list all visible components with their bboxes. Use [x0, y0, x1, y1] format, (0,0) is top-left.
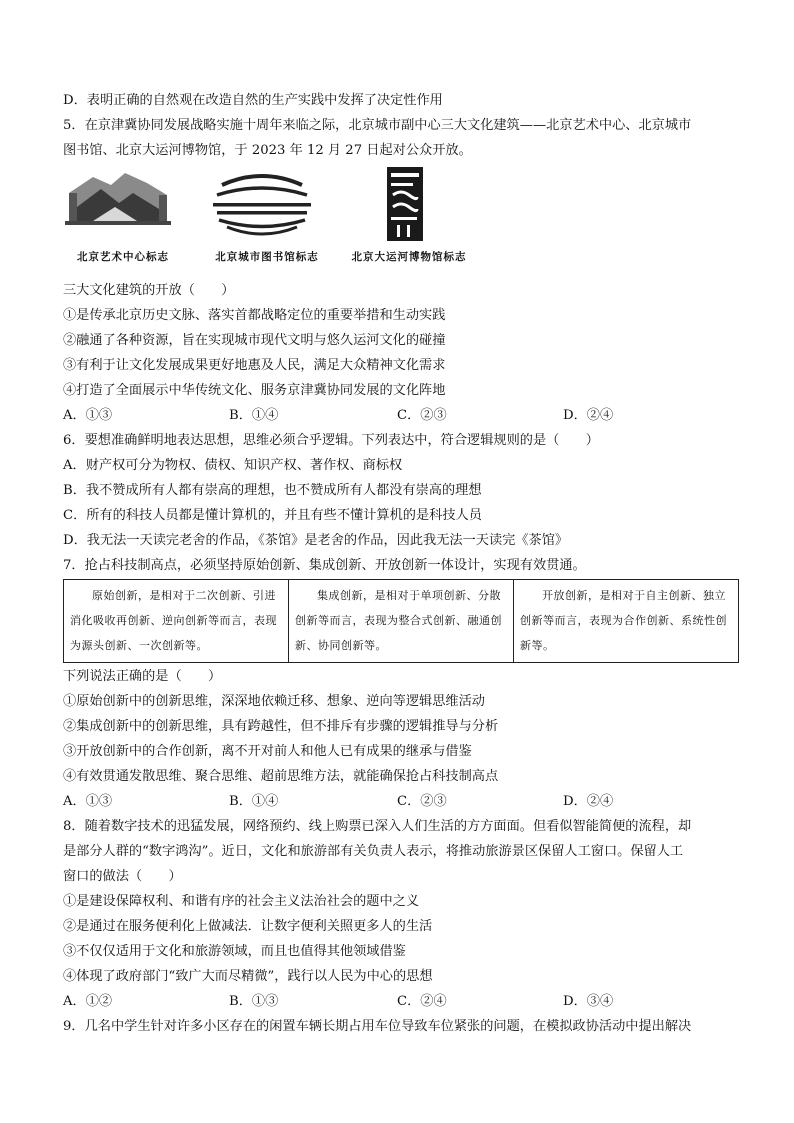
q8-option-b[interactable]: B．①③: [229, 994, 279, 1009]
table-cell-text: 集成创新，是相对于单项创新、分散创新等而言，表现为整合式创新、融通创新、协同创新等。: [295, 589, 502, 652]
exam-page: [63, 88, 743, 1039]
q5-item-3: ③有利于让文化发展成果更好地惠及人民，满足大众精神文化需求: [63, 358, 446, 373]
museum-emblem-icon: [339, 163, 469, 245]
q8-stem-line-1: 8．随着数字技术的迅猛发展，网络预约、线上购票已深入人们生活的方方面面。但看似智能简便的流程，却: [63, 819, 692, 834]
logo-strip: [63, 163, 743, 278]
q6-option-a[interactable]: A．财产权可分为物权、债权、知识产权、著作权、商标权: [63, 458, 403, 473]
library-logo-caption: 北京城市图书馆标志: [215, 251, 319, 263]
table-row: [64, 580, 739, 663]
q9-stem: 9．几名中学生针对许多小区存在的闲置车辆长期占用车位导致车位紧张的问题，在模拟政协活动中提出解决: [63, 1019, 692, 1034]
q7-option-a[interactable]: A．①③: [63, 794, 113, 809]
q7-option-b[interactable]: B．①④: [229, 794, 279, 809]
q7-item-3: ③开放创新中的合作创新，离不开对前人和他人已有成果的继承与借鉴: [63, 744, 472, 759]
q7-option-d[interactable]: D．②④: [563, 794, 614, 809]
library-emblem-icon: [197, 163, 327, 245]
q5-option-c[interactable]: C．②③: [397, 408, 447, 423]
innovation-table: [63, 579, 739, 663]
table-cell-text: 开放创新，是相对于自主创新、独立创新等而言，表现为合作创新、系统性创新等。: [520, 589, 727, 652]
q6-option-d[interactable]: D．我无法一天读完老舍的作品，《茶馆》是老舍的作品，因此我无法一天读完《茶馆》: [63, 533, 569, 548]
q6-stem: 6．要想准确鲜明地表达思想，思维必须合乎逻辑。下列表达中，符合逻辑规则的是（ ）: [63, 433, 599, 448]
table-cell-integrated-innovation: [289, 580, 514, 663]
q8-stem-line-3: 窗口的做法（ ）: [63, 869, 182, 884]
q6-option-b[interactable]: B．我不赞成所有人都有崇高的理想，也不赞成所有人都没有崇高的理想: [63, 483, 482, 498]
library-logo: [197, 163, 337, 264]
q7-item-1: ①原始创新中的创新思维，深深地依赖迁移、想象、逆向等逻辑思维活动: [63, 694, 485, 709]
q8-item-2: ②是通过在服务便利化上做减法．让数字便利关照更多人的生活: [63, 919, 433, 934]
q5-option-b[interactable]: B．①④: [229, 408, 279, 423]
q8-item-4: ④体现了政府部门“致广大而尽精微”，践行以人民为中心的思想: [63, 969, 433, 984]
q5-option-a[interactable]: A．①③: [63, 408, 113, 423]
q5-stem-line-2: 图书馆、北京大运河博物馆，于 2023 年 12 月 27 日起对公众开放。: [63, 143, 472, 158]
q5-item-4: ④打造了全面展示中华传统文化、服务京津冀协同发展的文化阵地: [63, 383, 446, 398]
q5-sub-stem: 三大文化建筑的开放（ ）: [63, 283, 235, 298]
table-cell-open-innovation: [514, 580, 739, 663]
museum-logo: [339, 163, 479, 264]
art-center-logo-caption: 北京艺术中心标志: [77, 251, 169, 263]
q5-stem-line-1: 5．在京津冀协同发展战略实施十周年来临之际，北京城市副中心三大文化建筑——北京艺术中心、北京城市: [63, 118, 692, 133]
art-center-emblem-icon: [63, 163, 173, 245]
art-center-logo: [63, 163, 183, 264]
q7-item-2: ②集成创新中的创新思维，具有跨越性，但不排斥有步骤的逻辑推导与分析: [63, 719, 499, 734]
q5-options: [63, 403, 743, 428]
q8-item-1: ①是建设保障权利、和谐有序的社会主义法治社会的题中之义: [63, 894, 420, 909]
q5-item-2: ②融通了各种资源，旨在实现城市现代文明与悠久运河文化的碰撞: [63, 333, 446, 348]
q8-option-a[interactable]: A．①②: [63, 994, 113, 1009]
table-cell-original-innovation: [64, 580, 289, 663]
q7-options: [63, 789, 743, 814]
q5-option-d[interactable]: D．②④: [563, 408, 614, 423]
q8-option-d[interactable]: D．③④: [563, 994, 614, 1009]
q8-stem-line-2: 是部分人群的“数字鸿沟”。近日，文化和旅游部有关负责人表示，将推动旅游景区保留人工窗口。保留人工: [63, 844, 684, 859]
q8-option-c[interactable]: C．②④: [397, 994, 447, 1009]
q7-option-c[interactable]: C．②③: [397, 794, 447, 809]
q6-option-c[interactable]: C．所有的科技人员都是懂计算机的，并且有些不懂计算机的是科技人员: [63, 508, 482, 523]
q7-stem: 7．抢占科技制高点，必须坚持原始创新、集成创新、开放创新一体设计，实现有效贯通。: [63, 558, 586, 573]
museum-logo-caption: 北京大运河博物馆标志: [351, 251, 467, 263]
q7-sub-stem: 下列说法正确的是（ ）: [63, 669, 222, 684]
q5-item-1: ①是传承北京历史文脉、落实首都战略定位的重要举措和生动实践: [63, 308, 446, 323]
table-cell-text: 原始创新，是相对于二次创新、引进消化吸收再创新、逆向创新等而言，表现为源头创新、一次创新等。: [70, 589, 277, 652]
q8-item-3: ③不仅仅适用于文化和旅游领域，而且也值得其他领域借鉴: [63, 944, 406, 959]
q4-option-d: D．表明正确的自然观在改造自然的生产实践中发挥了决定性作用: [63, 93, 443, 108]
q7-item-4: ④有效贯通发散思维、聚合思维、超前思维方法，就能确保抢占科技制高点: [63, 769, 499, 784]
q8-options: [63, 989, 743, 1014]
